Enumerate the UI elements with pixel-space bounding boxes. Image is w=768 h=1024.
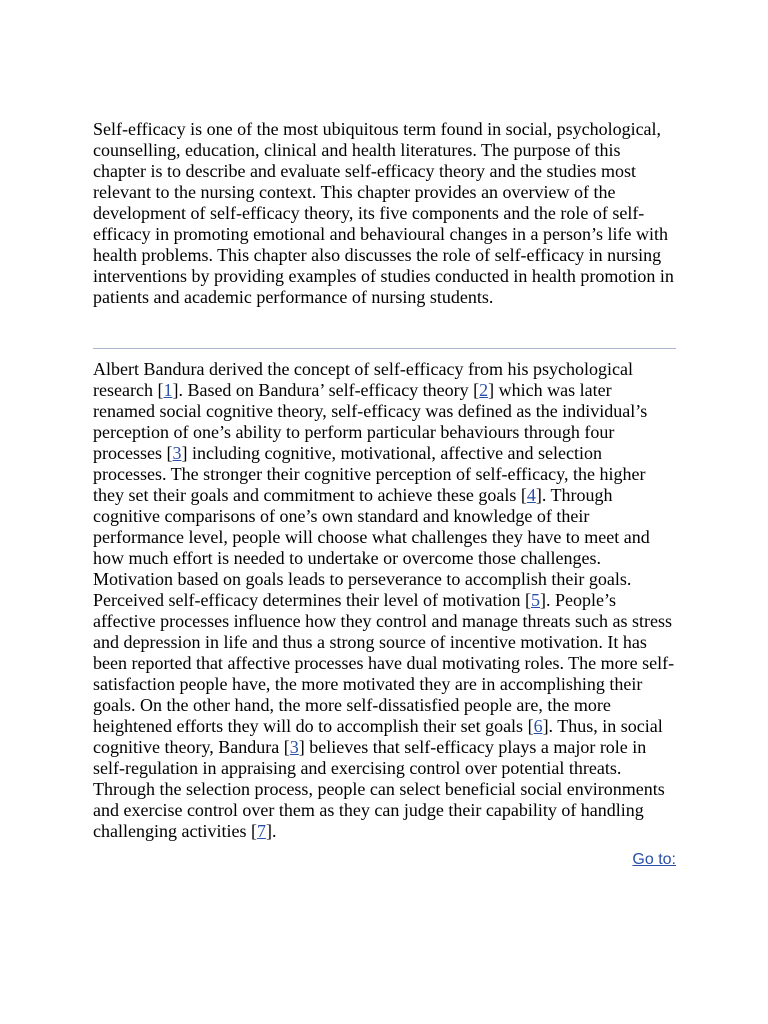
body-text-segment: ]. Based on Bandura’ self-efficacy theory [ xyxy=(172,380,480,400)
body-text-segment: ]. Through cognitive comparisons of one’s own standard and knowledge of their performance level, people will choose what challenges they have to meet and how much effort is needed to undertake or overcome those challenges. Motivation based on goals leads to perseverance to accomplish their goals. Perceived self-efficacy determines their level of motivation [ xyxy=(93,485,650,610)
goto-link[interactable]: Go to: xyxy=(632,851,676,868)
body-text-segment: ]. xyxy=(265,821,277,841)
reference-link-7[interactable]: 7 xyxy=(256,821,266,841)
abstract-paragraph: Self-efficacy is one of the most ubiquitous term found in social, psychological, counselling, education, clinical and health literatures. The purpose of this chapter is to describe and evaluate self-efficacy theory and the studies most relevant to the nursing context. This chapter provides an overview of the development of self-efficacy theory, its five components and the role of self-efficacy in promoting emotional and behavioural changes in a person’s life with health problems. This chapter also discusses the role of self-efficacy in nursing interventions by providing examples of studies conducted in health promotion in patients and academic performance of nursing students. xyxy=(93,119,674,307)
body-text-segment: ]. People’s affective processes influence how they control and manage threats such as stress and depression in life and thus a strong source of incentive motivation. It has been reported that affective processes have dual motivating roles. The more self-satisfaction people have, the more motivated they are in accomplishing their goals. On the other hand, the more self-dissatisfied people are, the more heightened efforts they will do to accomplish their set goals [ xyxy=(93,590,675,736)
reference-link-2[interactable]: 2 xyxy=(479,380,489,400)
reference-link-3-repeat[interactable]: 3 xyxy=(289,737,299,757)
section-divider xyxy=(93,348,676,349)
body-paragraph xyxy=(93,359,676,842)
body-text-segment: ]. Thus, in social cognitive theory, Bandura [ xyxy=(93,716,663,757)
body-text-segment: Albert Bandura derived the concept of self-efficacy from his psychological research [ xyxy=(93,359,633,400)
document-page xyxy=(93,119,676,870)
reference-link-6[interactable]: 6 xyxy=(533,716,543,736)
reference-link-4[interactable]: 4 xyxy=(526,485,536,505)
body-text-segment: ] including cognitive, motivational, affective and selection processes. The stronger their cognitive perception of self-efficacy, the higher they set their goals and commitment to achieve these goals [ xyxy=(93,443,646,505)
goto-navigation xyxy=(93,850,676,870)
body-text-segment: ] believes that self-efficacy plays a major role in self-regulation in appraising and exercising control over potential threats. Through the selection process, people can select beneficial social environments and exercise control over them as they can judge their capability of handling challenging activities [ xyxy=(93,737,665,841)
body-text-segment: ] which was later renamed social cognitive theory, self-efficacy was defined as the individual’s perception of one’s ability to perform particular behaviours through four processes [ xyxy=(93,380,648,463)
reference-link-5[interactable]: 5 xyxy=(531,590,540,610)
reference-link-3[interactable]: 3 xyxy=(172,443,182,463)
reference-link-1[interactable]: 1 xyxy=(163,380,173,400)
